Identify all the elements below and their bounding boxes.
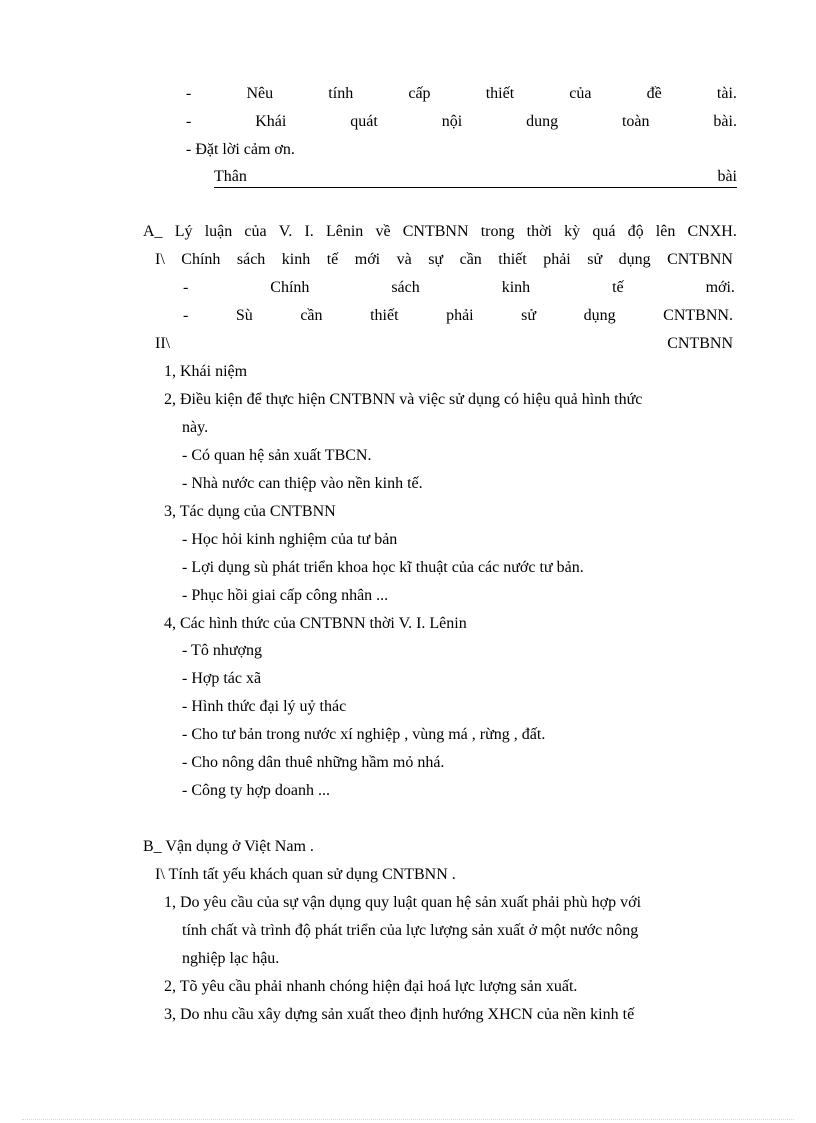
- part-a-section-1-bullet-2: - Sù cần thiết phải sử dụng CNTBNN.: [183, 307, 733, 324]
- part-a-section-1-title: I\ Chính sách kinh tế mới và sự cần thiết phải sử dụng CNTBNN: [155, 251, 733, 268]
- page-bottom-divider: [22, 1119, 794, 1120]
- a2-point-2-bullet-2: - Nhà nước can thiệp vào nền kinh tế.: [182, 475, 423, 492]
- body-heading: [214, 167, 737, 188]
- b1-point-1-line-2: tính chất và trình độ phát triển của lực lượng sản xuất ở một nước nông: [182, 922, 639, 939]
- body-heading-right: bài: [717, 168, 737, 185]
- a2-point-4-bullet-2: - Hợp tác xã: [182, 670, 262, 687]
- a2-point-4: 4, Các hình thức của CNTBNN thời V. I. Lênin: [164, 615, 467, 632]
- a2-point-4-bullet-4: - Cho tư bản trong nước xí nghiệp , vùng má , rừng , đất.: [182, 726, 546, 743]
- b1-point-1-line-3: nghiệp lạc hậu.: [182, 950, 280, 967]
- a2-point-3-bullet-1: - Học hỏi kinh nghiệm của tư bản: [182, 531, 398, 548]
- b1-point-1-line-1: 1, Do yêu cầu của sự vận dụng quy luật quan hệ sản xuất phải phù hợp với: [164, 894, 642, 911]
- a2-point-3: 3, Tác dụng của CNTBNN: [164, 503, 336, 520]
- b1-point-2: 2, Tõ yêu cầu phải nhanh chóng hiện đại hoá lực lượng sản xuất.: [164, 978, 578, 995]
- b1-point-3: 3, Do nhu cầu xây dựng sản xuất theo định hướng XHCN của nền kinh tế: [164, 1006, 635, 1023]
- intro-item-1: - Nêu tính cấp thiết của đề tài.: [186, 85, 737, 102]
- a2-point-4-bullet-5: - Cho nông dân thuê những hầm mỏ nhá.: [182, 754, 445, 771]
- part-b-section-1-title: I\ Tính tất yếu khách quan sử dụng CNTBNN .: [155, 866, 456, 883]
- part-b-heading: B_ Vận dụng ở Việt Nam .: [143, 838, 314, 855]
- part-a-section-1-bullet-1: - Chính sách kinh tế mới.: [183, 279, 735, 296]
- a2-point-2-line-1: 2, Điều kiện để thực hiện CNTBNN và việc sử dụng có hiệu quả hình thức: [164, 391, 643, 408]
- body-heading-left: Thân: [214, 168, 247, 185]
- a2-point-4-bullet-6: - Công ty hợp doanh ...: [182, 782, 331, 799]
- a2-point-3-bullet-2: - Lợi dụng sù phát triển khoa học kĩ thuật của các nước tư bản.: [182, 559, 584, 576]
- a2-point-4-bullet-1: - Tô nhượng: [182, 642, 262, 659]
- part-a-heading: A_ Lý luận của V. I. Lênin về CNTBNN trong thời kỳ quá độ lên CNXH.: [143, 223, 737, 240]
- a2-point-1: 1, Khái niệm: [164, 363, 248, 380]
- part-a-section-2-title: II\ CNTBNN: [155, 335, 733, 352]
- a2-point-4-bullet-3: - Hình thức đại lý uỷ thác: [182, 698, 347, 715]
- intro-item-3: - Đặt lời cảm ơn.: [186, 141, 295, 158]
- intro-item-2: - Khái quát nội dung toàn bài.: [186, 113, 737, 130]
- a2-point-3-bullet-3: - Phục hồi giai cấp công nhân ...: [182, 587, 389, 604]
- a2-point-2-line-2: này.: [182, 419, 209, 436]
- a2-point-2-bullet-1: - Có quan hệ sản xuất TBCN.: [182, 447, 372, 464]
